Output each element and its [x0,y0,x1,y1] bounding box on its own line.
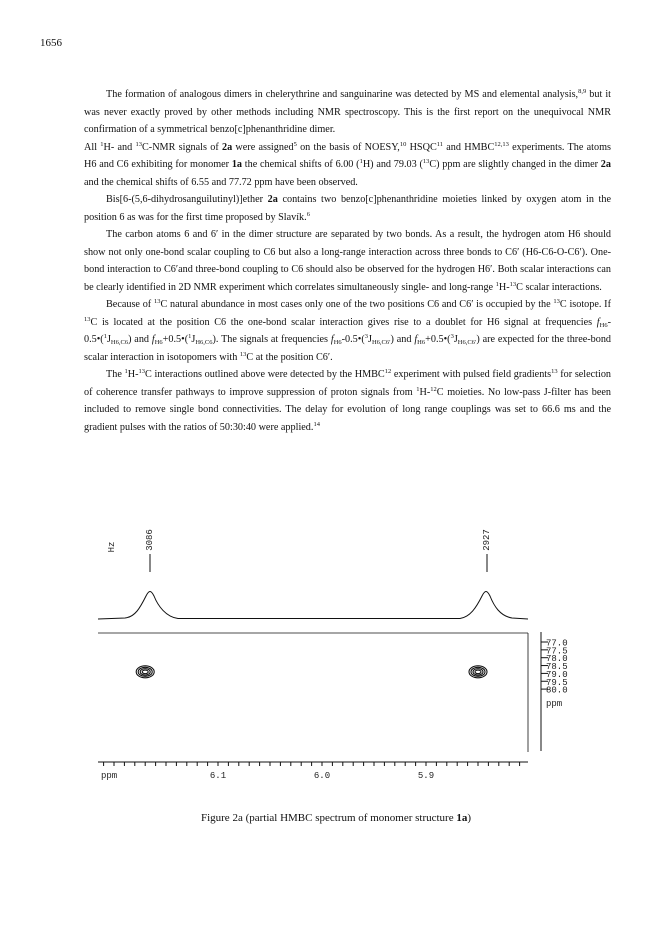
text-run: but it was never exactly proved by other methods including NMR spectroscopy. This is the first report on the unequivocal NMR confirmation of a symmetrical benzo[c]phenanthridine dimer. [84,89,611,135]
text-run: C moieties. No low-pass J-filter has been included to remove single bond connectivities. The delay for evolution of long range couplings was set to 66.6 ms and the gradient pulses with the ratios of 50:30:40 were applied. [84,386,611,433]
text-run: The [106,369,125,380]
text-run: J [367,334,372,345]
text-run: experiment with pulsed field gradients [391,369,552,380]
caption-compound: 1a [456,812,468,824]
f1-tick-label: 77.5 [546,646,568,657]
text-run: Bis[6-(5,6-dihydrosanguilutinyl)]ether [106,194,268,205]
text-run: +0.5•( [162,334,189,345]
text-run: 11 [436,140,444,148]
f2-tick-label: 5.9 [417,771,435,780]
f1-tick-label: 79.5 [546,677,568,688]
text-run: 12 [384,368,392,375]
text-run: H- [498,281,510,293]
text-run: the chemical shifts of 6.00 ( [242,159,360,170]
f2-unit-label: ppm [101,771,118,780]
text-run: 10 [399,140,407,148]
text-run: H6 [333,339,342,346]
text-run: 12 [430,385,437,393]
text-run: Because of [106,299,154,310]
f2-tick-label: 6.1 [209,771,227,780]
text-run: ) are expected for the three-bond scalar interaction in isotopomers with [84,334,612,363]
text-run: f [330,334,334,345]
text-run: 13 [138,368,146,375]
text-run: HSQC [406,141,437,153]
text-run: ). The signals at frequencies [212,334,331,345]
text-run: C) ppm are slightly changed in the dimer [429,159,601,170]
text-run: f [414,334,418,345]
text-run: 1 [359,158,363,165]
text-run: 5 [293,140,297,148]
text-run: 13 [135,140,143,148]
text-run: 1 [188,333,192,340]
text-run: H- and [103,141,136,153]
text-run: H- [127,369,139,380]
peak-label-3086: 3086 [145,529,155,551]
text-run: on the basis of NOESY, [296,141,400,153]
text-run: 13 [509,280,517,288]
text-run: J [106,334,111,345]
f1-tick-label: 78.5 [546,662,568,673]
text-run: 13 [551,368,558,375]
page-number: 1656 [40,37,62,49]
text-run: All [84,141,101,153]
caption-end: ) [467,812,472,824]
text-run: 12,13 [494,140,509,148]
f2-axis [98,762,528,780]
text-run: The formation of analogous dimers in chelerythrine and sanguinarine was detected by MS and elemental analysis, [106,89,579,100]
figure-caption [0,812,672,824]
f2-tick-label: 6.0 [313,771,331,780]
text-run: 13 [239,350,247,358]
text-run: and HMBC [443,141,495,153]
text-run: 1 [100,140,104,148]
text-run: The carbon atoms 6 and 6′ in the dimer structure are separated by two bonds. As a result, the hydrogen atom H6 should show not only one-bond scalar coupling to C6 but also a long-range interaction across three bonds to C6′ (H6-C6-O-C6′). One-bond interaction to C6′and three-bond coupling to C6 should also be observed for the hydrogen H6′. Both scalar interactions can be clearly identified in 2D NMR experiment which correlates simultaneously single- and long-range [84,229,611,293]
caption-text: Figure 2a (partial HMBC spectrum of monomer structure [200,812,457,824]
paragraph-5 [84,296,611,366]
text-run: C natural abundance in most cases only one of the two positions C6 and C6′ is occupied by the [160,299,554,310]
hmbc-spectrum [0,520,672,780]
text-run: -0.5•( [84,316,611,345]
text-run: 8,9 [578,88,587,95]
text-run: 13 [153,298,161,305]
text-run: C interactions outlined above were detected by the HMBC [145,369,385,380]
text-run: H6 [154,339,163,346]
hmbc-figure [0,520,672,780]
text-run: 13 [553,298,560,305]
f1-tick-label: 78.0 [546,654,568,665]
text-run: +0.5•( [425,334,451,345]
text-run: 2a [267,194,278,205]
text-run: H6 [417,339,426,346]
text-run: -0.5•( [341,334,365,345]
paragraph-6 [84,366,611,436]
text-run: for selection of coherence transfer pathways to improve suppression of proton signals from [84,369,612,398]
text-run: 1 [103,333,107,340]
text-run: f [596,316,600,328]
text-run: ) and [128,334,152,345]
text-run: 1a [231,159,243,170]
paragraph-2 [84,139,611,192]
text-run: ) and [390,334,415,345]
hz-unit-label: Hz [107,541,117,553]
text-run: H6,C6 [110,339,129,346]
text-run: contains two benzo[c]phenanthridine moieties linked by oxygen atom in the position 6 as was for the first time proposed by Slavík. [84,194,611,223]
paragraph-3 [84,191,611,226]
text-run: C isotope. If [559,299,611,310]
paragraph-1 [84,86,611,139]
text-run: 1 [124,368,128,375]
text-run: 3 [450,333,454,340]
f1-tick-label: 80.0 [546,685,568,696]
text-run: 6 [306,210,310,218]
text-run: H6,C6′ [371,339,391,346]
peak-label-2927: 2927 [482,529,492,551]
f1-axis [541,632,568,751]
text-run: 1 [416,385,420,393]
text-run: C scalar interactions. [516,281,602,293]
text-run: 14 [313,420,320,428]
paragraph-4 [84,226,611,296]
text-run: C at the position C6′. [246,351,333,363]
cross-peak [136,666,154,678]
text-run: 1 [495,280,499,288]
f1-tick-label: 77.0 [546,638,568,649]
text-run: H- [419,386,431,398]
proton-projection-trace [98,592,528,620]
cross-peak [469,666,487,678]
text-run: 2a [600,159,611,170]
text-run: H6 [599,321,608,329]
text-run: 13 [84,315,91,323]
text-run: and the chemical shifts of 6.55 and 77.72 ppm have been observed. [84,176,358,188]
text-run: J [453,334,458,345]
text-run: C is located at the position C6 the one-bond scalar interaction gives rise to a doublet for H6 signal at frequencies [90,316,597,328]
text-run: H) and 79.03 ( [362,159,423,170]
text-run: f [151,334,155,345]
text-run: H6,C6 [195,339,213,346]
text-run: 2a [221,141,233,153]
text-run: C-NMR signals of [142,141,222,153]
text-run: J [191,334,196,345]
text-run: 13 [422,158,430,165]
f1-tick-label: 79.0 [546,669,568,680]
f1-unit-label: ppm [546,699,563,710]
text-run: H6,C6′ [457,339,477,346]
cross-peaks [136,666,487,678]
text-run: experiments. The atoms H6 and C6 exhibiting for monomer [84,141,611,170]
text-run: were assigned [232,141,294,153]
text-run: 3 [364,333,368,340]
body-text [84,86,611,436]
